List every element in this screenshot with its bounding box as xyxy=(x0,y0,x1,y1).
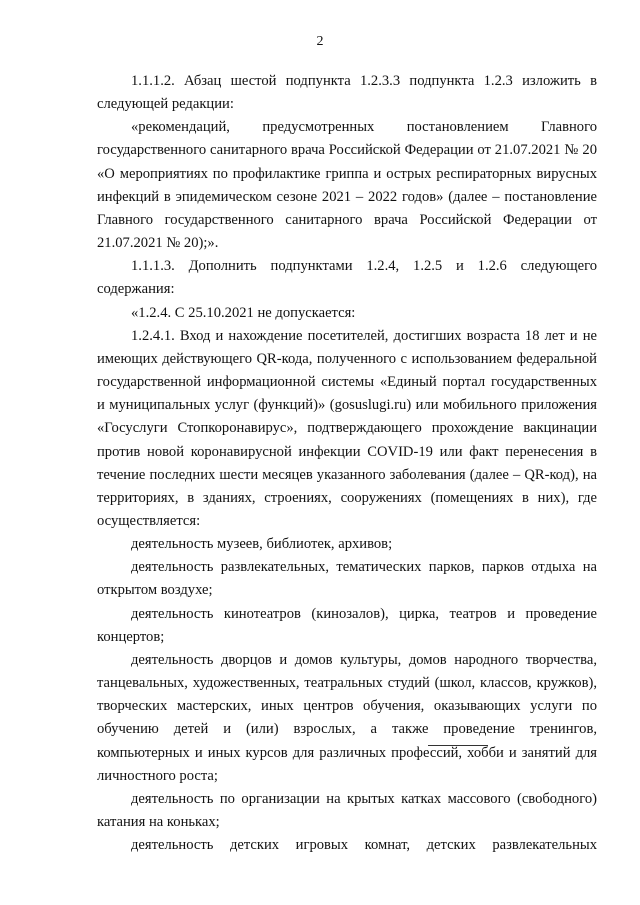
list-item-parks: деятельность развлекательных, тематических парков, парков отдыха на открытом воздухе; xyxy=(97,559,597,599)
paragraph-1-1-1-2: 1.1.1.2. Абзац шестой подпункта 1.2.3.3 подпункта 1.2.3 изложить в следующей редакции: xyxy=(97,73,597,113)
page-number: 2 xyxy=(316,34,324,49)
paragraph-1-2-4: «1.2.4. С 25.10.2021 не допускается: xyxy=(131,304,356,321)
list-item-playrooms: деятельность детских игровых комнат, детских развлекательных xyxy=(131,837,597,854)
paragraph-quoted-recommendations: «рекомендаций, предусмотренных постановлением Главного государственного санитарного врача Российской Федерации от 21.07.2021 № 20 «О мероприятиях по профилактике гриппа и острых респираторных вирусных инфекций в эпидемическом сезоне 2021 – 2022 годов» (далее – постановление Главного государственного санитарного врача Российской Федерации от 21.07.2021 № 20);». xyxy=(97,119,597,252)
list-item-museums: деятельность музеев, библиотек, архивов; xyxy=(131,536,393,553)
list-item-skating: деятельность по организации на крытых катках массового (свободного) катания на коньках; xyxy=(97,790,597,830)
paragraph-1-2-4-1: 1.2.4.1. Вход и нахождение посетителей, достигших возраста 18 лет и не имеющих действующего QR-кода, полученного с использованием федеральной государственной информационной системы «Единый портал государственных и муниципальных услуг (функций)» (gosuslugi.ru) или мобильного приложения «Госуслуги Стопкоронавирус», подтверждающего прохождение вакцинации против новой коронавирусной инфекции COVID-19 или факт перенесения в течение последних шести месяцев указанного заболевания (далее – QR-код), на территориях, в зданиях, строениях, сооружениях (помещениях в них), где осуществляется: xyxy=(97,327,597,529)
paragraph-1-1-1-3: 1.1.1.3. Дополнить подпунктами 1.2.4, 1.2.5 и 1.2.6 следующего содержания: xyxy=(97,258,597,298)
handwritten-underline-mark xyxy=(428,745,488,746)
list-item-cinemas: деятельность кинотеатров (кинозалов), цирка, театров и проведение концертов; xyxy=(97,605,597,645)
document-body xyxy=(97,70,597,857)
list-item-culture-houses: деятельность дворцов и домов культуры, домов народного творчества, танцевальных, художественных, театральных студий (школ, классов, кружков), творческих мастерских, иных центров обучения, оказывающих услуги по обучению детей и (или) взрослых, а также проведение тренингов, компьютерных и иных курсов для различных профессий, хобби и занятий для личностного роста; xyxy=(97,651,597,784)
